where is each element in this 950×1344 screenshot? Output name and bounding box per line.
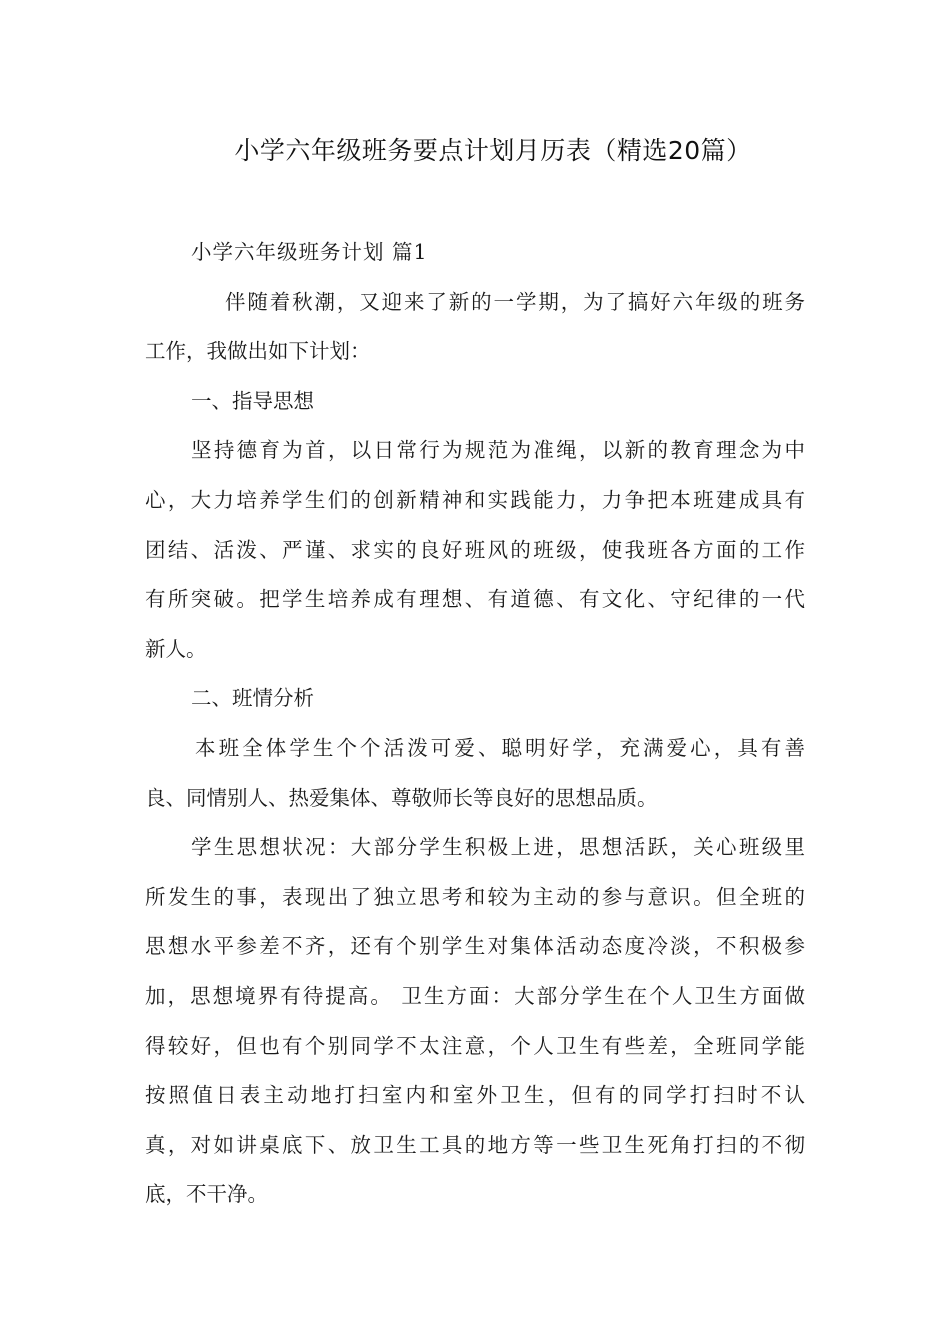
paragraph-line: 新人。 [145,636,207,661]
paragraph-line: 学生思想状况：大部分学生积极上进，思想活跃，关心班级里 [191,835,805,860]
paragraph-line: 伴随着秋潮，又迎来了新的一学期，为了搞好六年级的班务 [225,289,805,314]
paragraph-line: 有所突破。把学生培养成有理想、有道德、有文化、守纪律的一代 [145,587,805,612]
paragraph-line: 加，思想境界有待提高。 卫生方面：大部分学生在个人卫生方面做 [145,983,805,1008]
paragraph-line: 按照值日表主动地打扫室内和室外卫生，但有的同学打扫时不认 [145,1083,805,1108]
paragraph-line: 心，大力培养学生们的创新精神和实践能力，力争把本班建成具有 [145,487,805,512]
document-title: 小学六年级班务要点计划月历表（精选20篇） [234,136,752,165]
section-heading: 一、指导思想 [191,388,314,413]
paragraph-line: 坚持德育为首，以日常行为规范为准绳，以新的教育理念为中 [191,438,805,463]
document-body [145,232,805,1224]
paragraph-line: 所发生的事，表现出了独立思考和较为主动的参与意识。但全班的 [145,884,805,909]
paragraph-line: 真，对如讲桌底下、放卫生工具的地方等一些卫生死角打扫的不彻 [145,1132,805,1157]
section-subtitle: 小学六年级班务计划 篇1 [191,240,428,264]
paragraph-line: 良、同情别人、热爱集体、尊敬师长等良好的思想品质。 [145,785,658,810]
paragraph-line: 工作，我做出如下计划： [145,339,371,364]
paragraph-line: 底，不干净。 [145,1182,268,1207]
paragraph-line: 团结、活泼、严谨、求实的良好班风的班级，使我班各方面的工作 [145,537,805,562]
paragraph-line: 得较好，但也有个别同学不太注意，个人卫生有些差，全班同学能 [145,1033,805,1058]
paragraph-line: 本班全体学生个个活泼可爱、聪明好学，充满爱心，具有善 [195,735,805,760]
paragraph-line: 思想水平参差不齐，还有个别学生对集体活动态度冷淡，不积极参 [145,934,805,959]
section-heading: 二、班情分析 [191,686,314,711]
